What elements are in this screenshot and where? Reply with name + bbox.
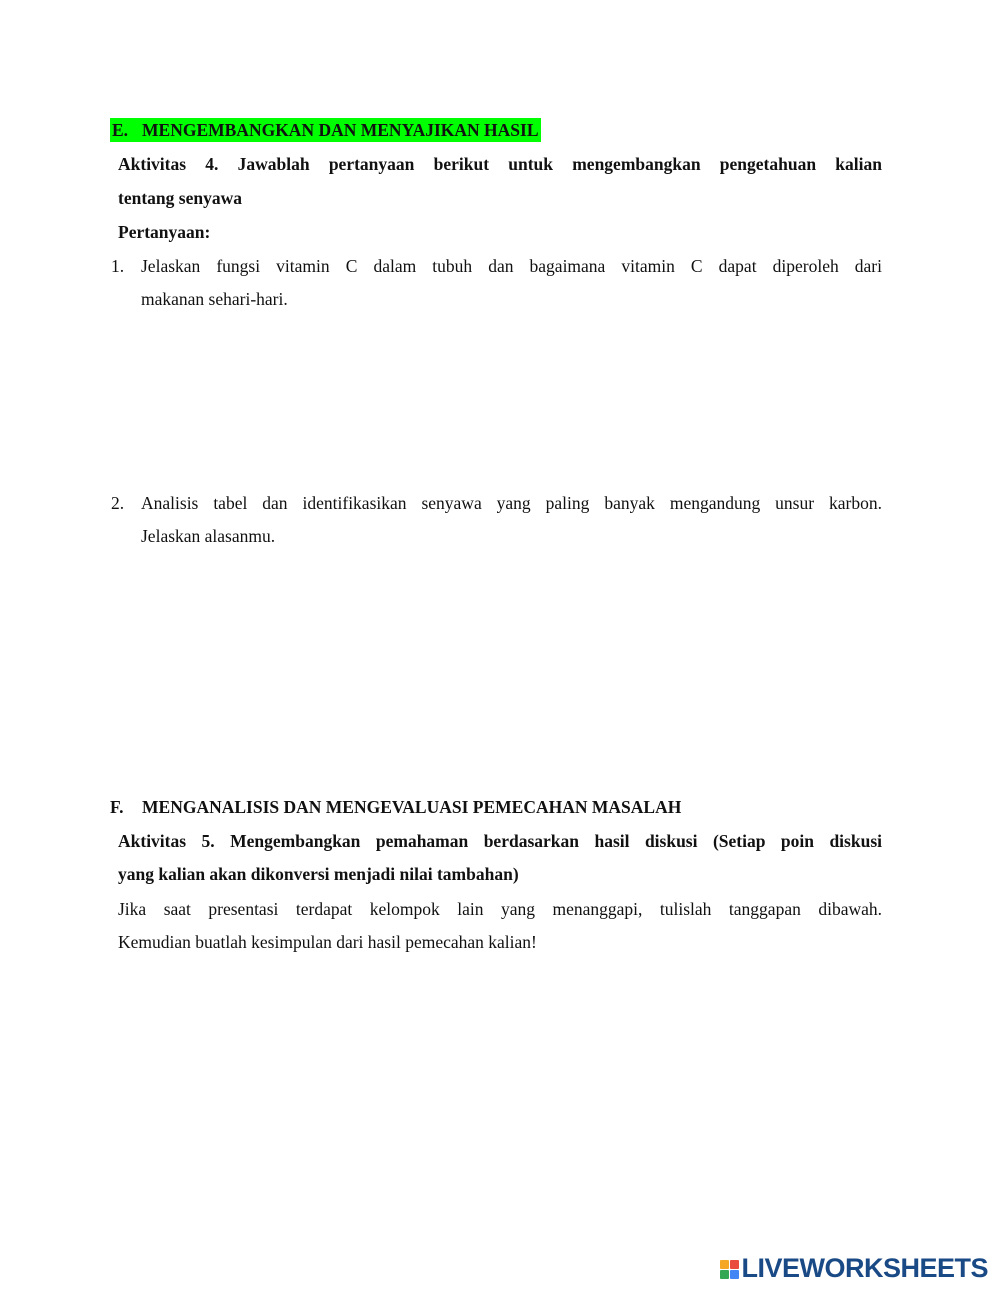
logo-square xyxy=(730,1260,739,1269)
question-2-number: 2. xyxy=(111,493,125,513)
liveworksheets-logo xyxy=(720,1252,988,1284)
section-f-title: MENGANALISIS DAN MENGEVALUASI PEMECAHAN MASALAH xyxy=(142,797,682,817)
activity-4-line-2: tentang senyawa xyxy=(118,188,242,208)
liveworksheets-mark-icon xyxy=(720,1260,739,1279)
question-1-line-2: makanan sehari-hari. xyxy=(141,289,288,309)
section-e-letter: E. xyxy=(112,120,129,140)
section-f-letter: F. xyxy=(110,797,124,817)
logo-square xyxy=(720,1260,729,1269)
activity-5-line-2: yang kalian akan dikonversi menjadi nilai tambahan) xyxy=(118,864,519,884)
question-1-number: 1. xyxy=(111,256,125,276)
logo-square xyxy=(720,1270,729,1279)
question-2-line-1: Analisis tabel dan identifikasikan senyawa yang paling banyak mengandung unsur karbon. xyxy=(141,493,882,513)
activity-4-line-1: Aktivitas 4. Jawablah pertanyaan berikut untuk mengembangkan pengetahuan kalian xyxy=(118,154,882,174)
logo-square xyxy=(730,1270,739,1279)
instruction-line-2: Kemudian buatlah kesimpulan dari hasil pemecahan kalian! xyxy=(118,932,537,952)
question-2-line-2: Jelaskan alasanmu. xyxy=(141,526,276,546)
section-e-heading xyxy=(110,118,541,142)
section-e-title: MENGEMBANGKAN DAN MENYAJIKAN HASIL xyxy=(142,120,539,140)
instruction-line-1: Jika saat presentasi terdapat kelompok lain yang menanggapi, tulislah tanggapan dibawah. xyxy=(118,899,882,919)
questions-label: Pertanyaan: xyxy=(118,222,211,242)
liveworksheets-wordmark: LIVEWORKSHEETS xyxy=(741,1252,988,1283)
section-f-heading xyxy=(110,795,681,819)
question-1-line-1: Jelaskan fungsi vitamin C dalam tubuh dan bagaimana vitamin C dapat diperoleh dari xyxy=(141,256,882,276)
activity-5-line-1: Aktivitas 5. Mengembangkan pemahaman berdasarkan hasil diskusi (Setiap poin diskusi xyxy=(118,831,882,851)
